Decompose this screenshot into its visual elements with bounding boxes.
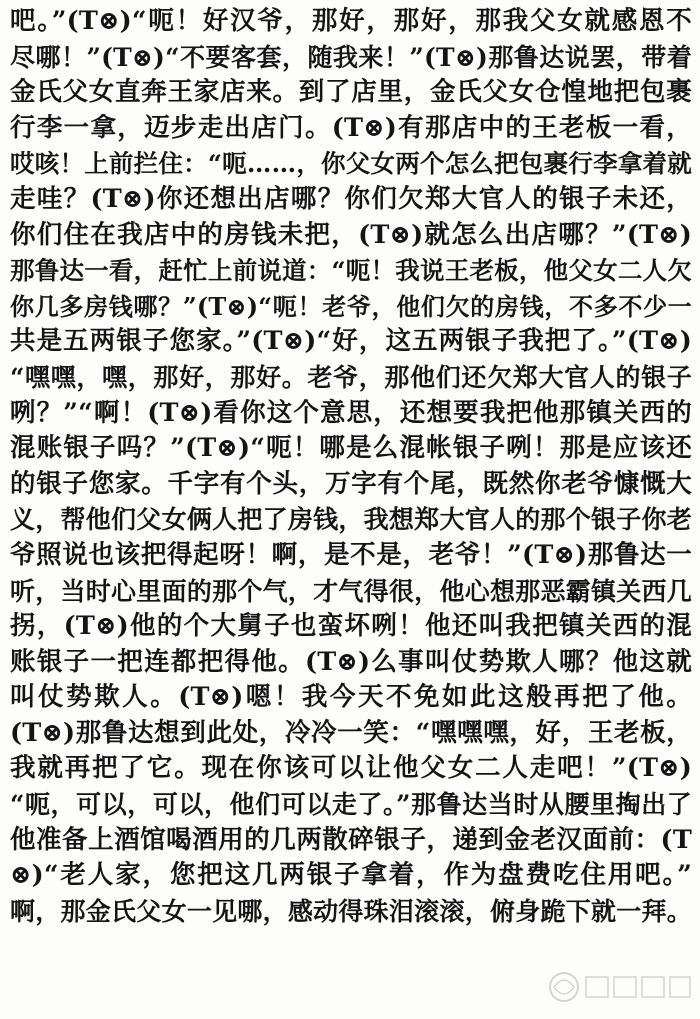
text-line-7: 你们住在我店中的房钱未把，(T⊗)就怎么出店哪？”(T⊗)	[10, 219, 692, 250]
text-line-22: 我就再把了它。现在你该可以让他父女二人走吧！”(T⊗)	[10, 753, 692, 784]
text-line-5: 哎咳！上前拦住：“呃……，你父女两个怎么把包裹行李拿着就	[10, 149, 692, 179]
text-line-25: ⊗)“老人家，您把这几两银子拿着，作为盘费吃住用吧。”	[10, 860, 692, 891]
text-line-8: 那鲁达一看，赶忙上前说道：“呃！我说王老板，他父女二人欠	[10, 256, 692, 286]
text-line-13: 混账银子吗？”(T⊗)“呃！哪是么混帐银子咧！那是应该还	[10, 433, 692, 464]
text-line-21: (T⊗)那鲁达想到此处，冷冷一笑：“嘿嘿嘿，好，王老板，	[10, 717, 692, 748]
text-line-23: “呃，可以，可以，他们可以走了。”那鲁达当时从腰里掏出了	[10, 790, 692, 820]
text-line-4: 行李一拿，迈步走出店门。(T⊗)有那店中的王老板一看，	[10, 112, 692, 143]
text-line-11: “嘿嘿，嘿，那好，那好。老爷，那他们还欠郑大官人的银子	[10, 362, 692, 392]
text-line-24: 他准备上酒馆喝酒用的几两散碎银子，递到金老汉面前：(T	[10, 824, 692, 855]
text-line-15: 义，帮他们父女俩人把了房钱，我想郑大官人的那个银子你老	[10, 505, 692, 535]
text-line-9: 你几多房钱哪？”(T⊗)“呃！老爷，他们欠的房钱，不多不少一	[10, 291, 692, 321]
text-line-10: 共是五两银子您家。”(T⊗)“好，这五两银子我把了。”(T⊗)	[10, 326, 692, 357]
text-block	[10, 4, 692, 929]
text-line-1: 吧。”(T⊗)“呃！好汉爷，那好，那好，那我父女就感恩不	[10, 6, 692, 36]
text-line-26: 啊，那金氏父女一见哪，感动得珠泪滚滚，俯身跪下就一拜。	[10, 896, 692, 926]
text-line-14: 的银子您家。千字有个头，万字有个尾，既然你老爷慷慨大	[10, 468, 692, 499]
text-line-3: 金氏父女直奔王家店来。到了店里，金氏父女仓惶地把包裹	[10, 77, 692, 108]
text-line-2: 尽哪！”(T⊗)“不要客套，随我来！”(T⊗)那鲁达说罢，带着	[10, 42, 692, 72]
text-line-16: 爷照说也该把得起呀！啊，是不是，老爷！”(T⊗)那鲁达一	[10, 539, 692, 570]
watermark-logo-icon	[544, 965, 694, 1007]
text-line-18: 拐，(T⊗)他的个大舅子也蛮坏咧！他还叫我把镇关西的混	[10, 611, 692, 642]
text-line-19: 账银子一把连都把得他。(T⊗)么事叫仗势欺人哪？他这就	[10, 646, 692, 677]
text-line-12: 咧？”“啊！(T⊗)看你这个意思，还想要我把他那镇关西的	[10, 397, 692, 428]
text-line-6: 走哇？(T⊗)你还想出店哪？你们欠郑大官人的银子未还，	[10, 183, 692, 214]
text-line-20: 叫仗势欺人。(T⊗)嗯！我今天不免如此这般再把了他。	[10, 682, 692, 713]
text-line-17: 听，当时心里面的那个气，才气得很，他心想那恶霸镇关西几	[10, 576, 692, 606]
